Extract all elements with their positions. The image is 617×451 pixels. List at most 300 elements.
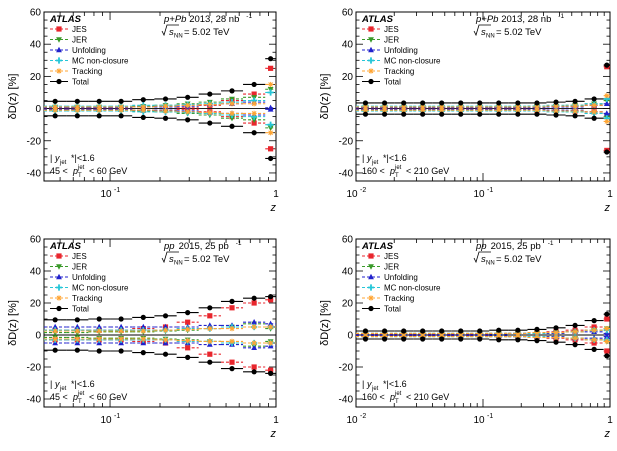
kinematic-cuts (50, 153, 127, 179)
data-point (207, 313, 212, 318)
series-unfolding (44, 319, 276, 350)
data-point (97, 316, 102, 321)
data-point (363, 336, 368, 341)
data-point (141, 115, 146, 120)
data-point (604, 312, 609, 317)
data-point (119, 336, 124, 341)
atlas-label: ATLAS (50, 14, 81, 25)
kinematic-cuts (362, 379, 449, 405)
legend-marker (56, 57, 62, 63)
legend-marker (56, 284, 62, 290)
data-point (75, 348, 80, 353)
data-point (163, 104, 168, 109)
energy-symbol: s (481, 27, 486, 38)
data-point (229, 366, 234, 371)
rapidity-cut: *|<1.6 (71, 379, 95, 389)
data-point (420, 112, 425, 117)
data-point (268, 294, 273, 299)
legend-item-tracking (50, 294, 102, 303)
data-point (572, 323, 577, 328)
data-point (229, 88, 234, 93)
data-point (401, 328, 406, 333)
data-point (141, 315, 146, 320)
collision-system: pp (476, 241, 487, 252)
dataset-luminosity: 2013, 28 nb (189, 14, 240, 25)
x-tick-label: 1 (273, 189, 279, 200)
legend-label: MC non-closure (72, 56, 129, 66)
x-tick-label: 1 (607, 415, 613, 426)
data-point (363, 112, 368, 117)
pt-cut-high: < 210 GeV (406, 166, 450, 176)
rapidity-symbol: y (367, 153, 372, 163)
legend-label: Tracking (72, 67, 103, 76)
data-point (592, 103, 597, 108)
pt-symbol: p (390, 166, 396, 176)
legend-label: Total (384, 304, 401, 314)
data-point (97, 348, 102, 353)
legend-label: Total (72, 77, 89, 87)
energy-subscript: NN (174, 33, 183, 40)
data-point (592, 328, 597, 333)
data-point (252, 111, 257, 116)
y-tick-label: 20 (29, 71, 41, 83)
legend-item-unfolding (50, 46, 106, 55)
data-point (119, 108, 124, 113)
data-point (458, 112, 463, 117)
legend-item-jer (362, 36, 399, 45)
data-point (207, 360, 212, 365)
legend-item-jes (50, 252, 87, 261)
legend-item-tracking (362, 67, 414, 76)
chart-panel-2 (319, 8, 613, 215)
data-point (604, 326, 609, 331)
data-point (97, 108, 102, 113)
rapidity-subscript: jet (60, 386, 67, 392)
data-point (53, 113, 58, 118)
legend-item-jer (50, 263, 87, 272)
data-point (185, 103, 190, 108)
data-point (268, 130, 273, 135)
dataset-annotation (162, 13, 252, 40)
data-point (604, 353, 609, 358)
data-point (268, 89, 274, 95)
data-point (572, 99, 577, 104)
x-tick-exponent: -1 (114, 187, 121, 194)
rapidity-subscript: jet (60, 160, 67, 166)
data-point (592, 109, 597, 114)
data-point (252, 369, 257, 374)
data-point (185, 310, 190, 315)
legend-item-total (362, 78, 401, 87)
legend-item-unfolding (362, 273, 418, 282)
rapidity-cut: *|<1.6 (383, 153, 407, 163)
atlas-label: ATLAS (362, 241, 393, 252)
data-point (420, 100, 425, 105)
data-point (97, 113, 102, 118)
legend-marker (56, 26, 61, 31)
data-point (53, 348, 58, 353)
data-point (75, 113, 80, 118)
legend-marker (56, 295, 61, 300)
x-axis-title: z (270, 202, 276, 214)
legend-marker (56, 79, 61, 84)
data-point (496, 112, 501, 117)
data-point (163, 328, 168, 333)
dataset-annotation (474, 13, 564, 40)
legend-marker (56, 253, 61, 258)
data-point (207, 120, 212, 125)
rapidity-cut: *|<1.6 (71, 153, 95, 163)
data-point (363, 328, 368, 333)
legend-item-unfolding (50, 273, 106, 282)
legend-marker (368, 306, 373, 311)
data-point (119, 113, 124, 118)
data-point (420, 336, 425, 341)
data-point (458, 336, 463, 341)
data-point (75, 336, 80, 341)
pt-subscript: T (78, 173, 82, 179)
data-point (229, 111, 234, 116)
data-point (141, 350, 146, 355)
data-point (477, 112, 482, 117)
legend-item-jer (50, 36, 87, 45)
legend-label: Unfolding (384, 46, 418, 55)
data-point (268, 371, 273, 376)
data-point (268, 324, 273, 329)
data-point (185, 95, 190, 100)
legend-item-total (50, 78, 89, 87)
collision-system: p+Pb (476, 14, 499, 25)
legend-label: JES (384, 252, 399, 261)
data-point (515, 337, 520, 342)
x-axis-title: z (604, 202, 610, 214)
rapidity-symbol: y (55, 153, 60, 163)
legend-marker (368, 284, 374, 290)
x-tick-label: 1 (273, 415, 279, 426)
y-tick-label: 60 (341, 7, 353, 19)
data-point (75, 108, 80, 113)
data-point (75, 328, 80, 333)
rapidity-cut: *|<1.6 (383, 379, 407, 389)
dataset-annotation (474, 240, 554, 267)
data-point (97, 336, 102, 341)
data-point (515, 328, 520, 333)
data-point (592, 337, 597, 342)
collision-energy: = 5.02 TeV (184, 254, 230, 265)
legend-label: JER (384, 35, 400, 45)
data-point (572, 108, 577, 113)
data-point (119, 316, 124, 321)
data-point (572, 104, 577, 109)
data-point (496, 337, 501, 342)
data-point (252, 101, 257, 106)
data-point (458, 100, 463, 105)
data-point (75, 99, 80, 104)
legend-label: Tracking (384, 294, 415, 303)
data-point (97, 99, 102, 104)
legend-label: JER (72, 262, 88, 272)
data-point (229, 124, 234, 129)
data-point (163, 337, 168, 342)
x-axis-title: z (270, 428, 276, 440)
data-point (604, 348, 609, 353)
legend-item-unfolding (362, 46, 418, 55)
y-tick-label: -40 (338, 168, 353, 180)
legend-marker (368, 68, 373, 73)
y-tick-label: 40 (29, 39, 41, 51)
data-point (207, 326, 212, 331)
legend-label: MC non-closure (384, 283, 441, 293)
data-point (119, 99, 124, 104)
y-tick-label: -40 (26, 394, 41, 406)
energy-subscript: NN (486, 33, 495, 40)
pt-superscript: jet (78, 391, 85, 397)
data-point (229, 326, 234, 331)
dataset-luminosity: 2013, 28 nb (501, 14, 552, 25)
legend-marker (368, 79, 373, 84)
y-tick-label: 40 (29, 266, 41, 278)
legend-label: MC non-closure (72, 283, 129, 293)
kinematic-cuts (50, 379, 127, 405)
y-tick-label: -20 (338, 362, 353, 374)
y-axis-title: δD(z) [%] (319, 300, 331, 346)
legend-label: Unfolding (72, 46, 106, 55)
pt-superscript: jet (395, 391, 402, 397)
data-point (604, 149, 609, 154)
pt-superscript: jet (78, 165, 85, 171)
data-point (534, 327, 539, 332)
data-point (53, 317, 58, 322)
data-point (401, 336, 406, 341)
pt-cut-low: 45 < (50, 166, 68, 176)
y-tick-label: -40 (26, 168, 41, 180)
pt-subscript: T (395, 399, 399, 405)
legend-item-jes (362, 25, 399, 34)
energy-symbol: s (169, 254, 174, 265)
y-axis-title: δD(z) [%] (7, 73, 19, 120)
data-point (252, 300, 257, 305)
data-point (592, 347, 597, 352)
legend-item-jes (50, 25, 87, 34)
energy-subscript: NN (174, 260, 183, 267)
data-point (119, 328, 124, 333)
legend-label: JES (72, 252, 87, 261)
y-tick-label: 20 (29, 298, 41, 310)
luminosity-unit-exponent: -1 (235, 240, 242, 247)
data-point (207, 102, 212, 107)
x-tick-label: 10 (473, 189, 485, 200)
y-axis-title: δD(z) [%] (319, 73, 331, 120)
data-point (604, 93, 609, 98)
data-point (604, 316, 609, 321)
data-point (592, 116, 597, 121)
data-point (185, 355, 190, 360)
luminosity-unit-exponent: -1 (558, 13, 565, 20)
data-point (185, 327, 190, 332)
collision-energy: = 5.02 TeV (184, 27, 230, 38)
data-point (496, 328, 501, 333)
data-point (604, 339, 609, 344)
data-point (207, 91, 212, 96)
data-point (229, 101, 234, 106)
energy-symbol: s (481, 254, 486, 265)
rapidity-subscript: jet (372, 160, 379, 166)
data-point (141, 97, 146, 102)
x-tick-label: 10 (346, 189, 358, 200)
atlas-label: ATLAS (362, 14, 393, 25)
data-point (515, 112, 520, 117)
legend-item-mc-non-closure (362, 284, 441, 293)
y-tick-label: 60 (341, 234, 353, 246)
x-tick-exponent: -2 (360, 413, 367, 420)
data-point (163, 313, 168, 318)
data-point (534, 112, 539, 117)
legend-label: MC non-closure (384, 56, 441, 66)
legend-marker (56, 306, 61, 311)
data-point (439, 328, 444, 333)
data-point (252, 324, 257, 329)
data-point (119, 348, 124, 353)
data-point (553, 112, 558, 117)
legend-item-jer (362, 263, 399, 272)
pt-cut-high: < 210 GeV (406, 392, 450, 402)
data-point (604, 119, 609, 124)
data-point (515, 100, 520, 105)
pt-symbol: p (390, 392, 396, 402)
pt-cut-low: 160 < (362, 392, 385, 402)
data-point (229, 360, 234, 365)
abs-bar: | (50, 379, 53, 389)
data-point (185, 109, 190, 114)
y-tick-label: -20 (26, 136, 41, 148)
data-point (268, 66, 273, 71)
data-point (553, 335, 558, 340)
legend-label: Total (384, 77, 401, 87)
legend-label: Tracking (72, 294, 103, 303)
data-point (268, 340, 273, 345)
data-point (207, 110, 212, 115)
data-point (572, 113, 577, 118)
abs-bar: | (362, 379, 365, 389)
data-point (572, 329, 577, 334)
data-point (553, 330, 558, 335)
data-point (439, 336, 444, 341)
x-tick-label: 10 (473, 415, 485, 426)
collision-system: pp (164, 241, 175, 252)
legend-item-total (50, 305, 89, 314)
data-point (163, 96, 168, 101)
data-point (185, 338, 190, 343)
y-tick-label: 40 (341, 39, 353, 51)
data-point (382, 112, 387, 117)
pt-cut-low: 160 < (362, 166, 385, 176)
legend-item-tracking (362, 294, 414, 303)
x-tick-label: 10 (346, 415, 358, 426)
collision-system: p+Pb (164, 14, 187, 25)
legend-item-mc-non-closure (50, 284, 129, 293)
atlas-label: ATLAS (50, 241, 81, 252)
x-tick-label: 10 (100, 189, 112, 200)
legend-marker (368, 295, 373, 300)
legend-label: Total (72, 304, 89, 314)
pt-symbol: p (73, 166, 79, 176)
data-point (572, 336, 577, 341)
x-tick-exponent: -1 (487, 187, 494, 194)
data-point (252, 296, 257, 301)
data-point (572, 342, 577, 347)
data-point (53, 336, 58, 341)
legend-item-total (362, 305, 401, 314)
data-point (252, 130, 257, 135)
energy-symbol: s (169, 27, 174, 38)
y-tick-label: 60 (29, 7, 41, 19)
data-point (420, 328, 425, 333)
data-point (163, 116, 168, 121)
data-point (268, 146, 273, 151)
data-point (207, 339, 212, 344)
data-point (207, 352, 212, 357)
data-point (553, 340, 558, 345)
x-axis-title: z (604, 428, 610, 440)
legend-marker (368, 253, 373, 258)
data-point (592, 96, 597, 101)
chart-panel-4 (319, 235, 613, 441)
x-tick-label: 1 (607, 189, 613, 200)
legend-marker (56, 68, 61, 73)
data-point (53, 108, 58, 113)
data-point (268, 156, 273, 161)
rapidity-subscript: jet (372, 386, 379, 392)
data-point (207, 305, 212, 310)
legend-item-tracking (50, 67, 102, 76)
data-point (553, 325, 558, 330)
data-point (477, 336, 482, 341)
y-tick-label: 0 (347, 104, 353, 116)
legend-label: JES (384, 25, 399, 34)
luminosity-unit-exponent: -1 (246, 13, 253, 20)
data-point (604, 63, 609, 68)
legend-label: JES (72, 25, 87, 34)
data-point (229, 339, 234, 344)
data-point (382, 328, 387, 333)
collision-energy: = 5.02 TeV (496, 254, 542, 265)
data-point (439, 100, 444, 105)
rapidity-symbol: y (55, 379, 60, 389)
data-point (141, 108, 146, 113)
dataset-annotation (162, 240, 242, 267)
data-point (268, 82, 273, 87)
data-point (97, 328, 102, 333)
legend-item-mc-non-closure (50, 57, 129, 66)
chart-panel-3 (7, 235, 279, 441)
legend-label: JER (72, 35, 88, 45)
legend-marker (368, 57, 374, 63)
data-point (163, 352, 168, 357)
data-point (496, 100, 501, 105)
dataset-luminosity: 2015, 25 pb (178, 241, 229, 252)
y-tick-label: -20 (338, 136, 353, 148)
data-point (553, 100, 558, 105)
legend-label: Unfolding (384, 273, 418, 282)
data-point (534, 100, 539, 105)
data-point (477, 328, 482, 333)
data-point (401, 112, 406, 117)
data-point (252, 364, 257, 369)
data-point (75, 317, 80, 322)
x-tick-exponent: -1 (114, 413, 121, 420)
y-tick-label: 0 (35, 104, 41, 116)
data-point (252, 82, 257, 87)
